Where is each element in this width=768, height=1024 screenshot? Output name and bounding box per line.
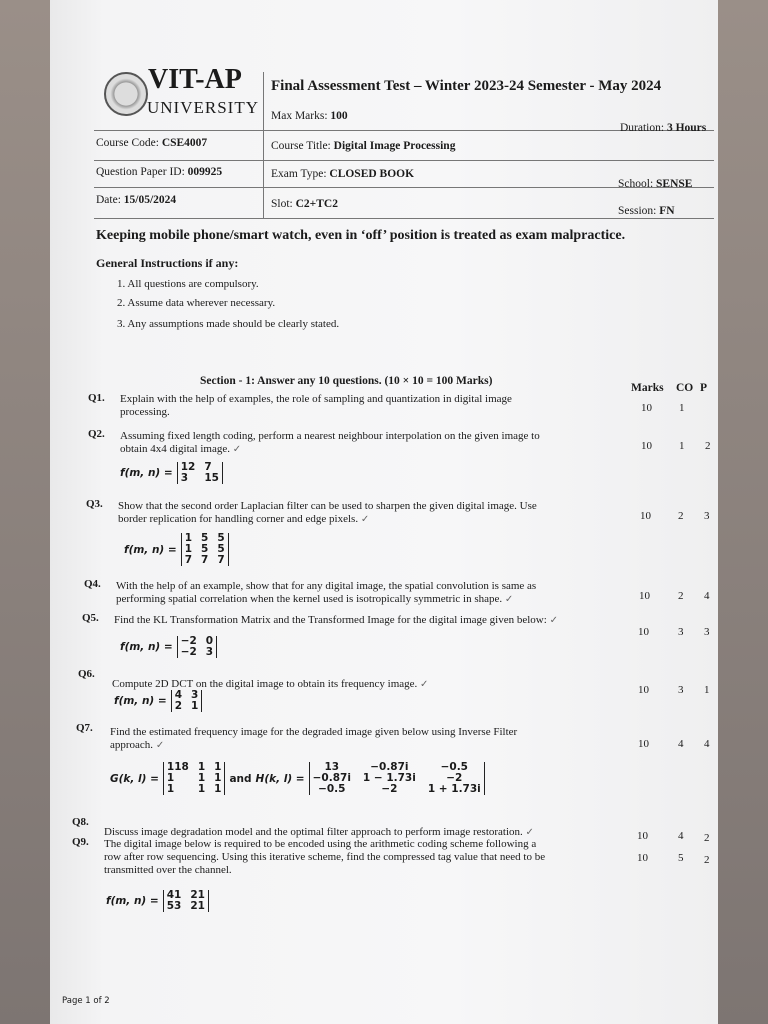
question-text: Explain with the help of examples, the role of sampling and quantization in digital image processing. bbox=[120, 393, 512, 418]
question-number: Q7. bbox=[76, 722, 93, 734]
matrix-q5: f(m, n) = −2 0 −2 3 bbox=[120, 636, 217, 658]
max-marks: Max Marks: 100 bbox=[271, 110, 348, 122]
question-number: Q9. bbox=[72, 836, 89, 848]
section-title: Section - 1: Answer any 10 questions. (10 × 10 = 100 Marks) bbox=[200, 375, 493, 387]
question-po: 1 bbox=[704, 684, 710, 696]
instruction-item: 3. Any assumptions made should be clearly stated. bbox=[117, 318, 340, 330]
question-marks: 10 bbox=[638, 738, 649, 750]
check-mark-icon: ✓ bbox=[504, 594, 514, 605]
question-text: Find the KL Transformation Matrix and the Transformed Image for the digital image given below: ✓ bbox=[114, 614, 558, 626]
question-po: 2 bbox=[704, 854, 710, 866]
question-marks: 10 bbox=[641, 440, 652, 452]
check-mark-icon: ✓ bbox=[549, 615, 558, 626]
question-co: 4 bbox=[678, 830, 684, 842]
question-number: Q6. bbox=[78, 668, 95, 680]
instructions-heading: General Instructions if any: bbox=[96, 256, 239, 270]
question-marks: 10 bbox=[640, 510, 651, 522]
question-po: 2 bbox=[704, 832, 710, 844]
question-po: 3 bbox=[704, 510, 710, 522]
marks-column-header: Marks bbox=[631, 382, 664, 394]
malpractice-warning: Keeping mobile phone/smart watch, even in ‘off’ position is treated as exam malpractice. bbox=[96, 228, 626, 243]
question-co: 2 bbox=[678, 510, 684, 522]
question-text: The digital image below is required to be encoded using the arithmetic coding scheme following a row after row sequencing. Using this iterative scheme, find the compressed tag value that need to be transmitted over the channel. bbox=[104, 838, 546, 876]
duration: Duration: 3 Hours bbox=[620, 122, 707, 134]
question-text: Find the estimated frequency image for the degraded image given below using Inverse Filter approach. ✓ bbox=[110, 726, 518, 751]
page-number: Page 1 of 2 bbox=[62, 996, 110, 1006]
question-number: Q8. bbox=[72, 816, 89, 828]
question-marks: 10 bbox=[638, 626, 649, 638]
question-number: Q1. bbox=[88, 392, 105, 404]
question-co: 5 bbox=[678, 852, 684, 864]
matrix-q7: G(k, l) = 118 1 1 1 1 1 1 1 1 and H(k, l) = 13 −0.87i −0.5 −0.87i 1 − 1.73i −2 −0.5 −2 1 + 1.73i bbox=[110, 762, 485, 795]
left-background bbox=[0, 0, 50, 1024]
slot: Slot: C2+TC2 bbox=[271, 198, 338, 210]
question-text: With the help of an example, show that for any digital image, the spatial convolution is same as performing spatial correlation when the kernel used is isotropically symmetric in shape. ✓ bbox=[116, 580, 537, 605]
exam-type: Exam Type: CLOSED BOOK bbox=[271, 168, 415, 180]
check-mark-icon: ✓ bbox=[420, 679, 429, 690]
matrix-q2: f(m, n) = 12 7 3 15 bbox=[120, 462, 223, 484]
course-code: Course Code: CSE4007 bbox=[96, 137, 208, 149]
school: School: SENSE bbox=[618, 178, 693, 190]
question-marks: 10 bbox=[639, 590, 650, 602]
question-text: Assuming fixed length coding, perform a nearest neighbour interpolation on the given image to obtain 4x4 digital image. ✓ bbox=[120, 430, 540, 455]
question-marks: 10 bbox=[641, 402, 652, 414]
co-column-header: CO bbox=[676, 382, 694, 394]
check-mark-icon: ✓ bbox=[525, 827, 534, 838]
question-co: 2 bbox=[678, 590, 684, 602]
question-number: Q3. bbox=[86, 498, 103, 510]
matrix-q3: f(m, n) = 1 5 5 1 5 5 7 7 7 bbox=[124, 533, 229, 566]
university-name: VIT-AP bbox=[148, 64, 242, 95]
question-marks: 10 bbox=[638, 684, 649, 696]
check-mark-icon: ✓ bbox=[360, 514, 370, 525]
question-text: Compute 2D DCT on the digital image to obtain its frequency image. ✓ bbox=[112, 678, 429, 690]
university-subtitle: UNIVERSITY bbox=[147, 98, 259, 117]
question-text: Discuss image degradation model and the optimal filter approach to perform image restoration. ✓ bbox=[104, 826, 534, 838]
header-divider bbox=[263, 72, 264, 218]
question-number: Q2. bbox=[88, 428, 105, 440]
session: Session: FN bbox=[618, 205, 675, 217]
question-po: 3 bbox=[704, 626, 710, 638]
question-marks: 10 bbox=[637, 852, 648, 864]
question-co: 3 bbox=[678, 626, 684, 638]
check-mark-icon: ✓ bbox=[232, 444, 242, 455]
university-logo-icon bbox=[104, 72, 148, 116]
question-number: Q4. bbox=[84, 578, 101, 590]
question-co: 3 bbox=[678, 684, 684, 696]
question-co: 1 bbox=[679, 402, 685, 414]
question-co: 1 bbox=[679, 440, 685, 452]
instruction-item: 2. Assume data wherever necessary. bbox=[117, 297, 276, 309]
question-po: 4 bbox=[704, 590, 710, 602]
right-background bbox=[718, 0, 768, 1024]
question-co: 4 bbox=[678, 738, 684, 750]
question-paper-id: Question Paper ID: 009925 bbox=[96, 166, 223, 178]
matrix-q9: f(m, n) = 41 21 53 21 bbox=[106, 890, 209, 912]
course-title: Course Title: Digital Image Processing bbox=[271, 140, 456, 152]
matrix-q6: f(m, n) = 4 3 2 1 bbox=[114, 690, 202, 712]
question-po: 2 bbox=[705, 440, 711, 452]
question-text: Show that the second order Laplacian filter can be used to sharpen the given digital image. Use border replication for handling corner and edge pixels. ✓ bbox=[118, 500, 537, 525]
header-rule bbox=[94, 160, 714, 161]
po-column-header: P bbox=[700, 382, 708, 394]
header-rule bbox=[94, 218, 714, 219]
question-number: Q5. bbox=[82, 612, 99, 624]
check-mark-icon: ✓ bbox=[155, 740, 165, 751]
exam-date: Date: 15/05/2024 bbox=[96, 194, 177, 206]
instruction-item: 1. All questions are compulsory. bbox=[117, 278, 259, 290]
question-marks: 10 bbox=[637, 830, 648, 842]
question-po: 4 bbox=[704, 738, 710, 750]
exam-title: Final Assessment Test – Winter 2023-24 Semester - May 2024 bbox=[271, 78, 662, 94]
